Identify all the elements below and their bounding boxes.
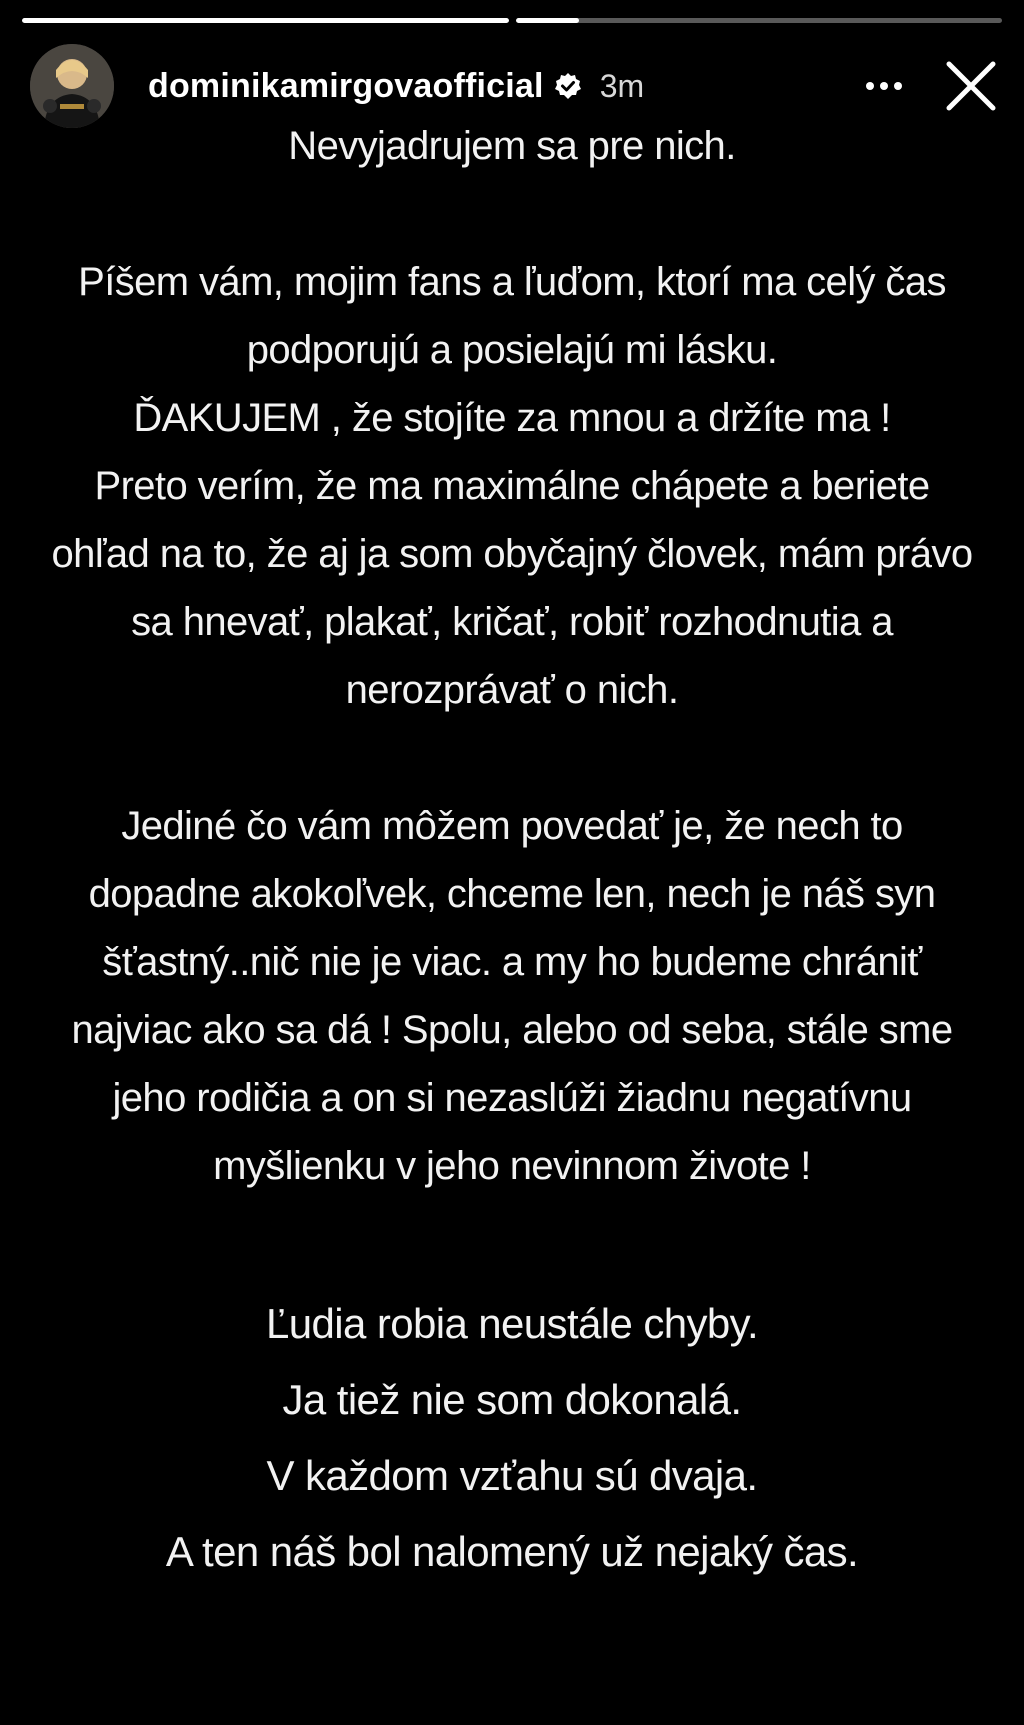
story-text-line: najviac ako sa dá ! Spolu, alebo od seba, stále sme bbox=[71, 1008, 953, 1052]
story-text-line: podporujú a posielajú mi lásku. bbox=[246, 328, 778, 372]
story-text-line: Preto verím, že ma maximálne chápete a beriete bbox=[94, 464, 930, 508]
username[interactable]: dominikamirgovaofficial bbox=[148, 66, 544, 105]
story-text-line: Píšem vám, mojim fans a ľuďom, ktorí ma celý čas bbox=[78, 260, 946, 304]
close-icon[interactable] bbox=[944, 59, 998, 113]
closing-text-line: Ľudia robia neustále chyby. bbox=[265, 1300, 759, 1347]
story-text-line: ĎAKUJEM , že stojíte za mnou a držíte ma ! bbox=[133, 396, 891, 440]
progress-fill-2 bbox=[516, 18, 579, 23]
closing-text-line: A ten náš bol nalomený už nejaký čas. bbox=[165, 1528, 859, 1575]
story-text-line: Jediné čo vám môžem povedať je, že nech to bbox=[121, 804, 903, 848]
story-text-body bbox=[0, 112, 1024, 1200]
post-time: 3m bbox=[599, 67, 645, 104]
story-text-line: ohľad na to, že aj ja som obyčajný človek, mám právo bbox=[51, 532, 973, 576]
progress-segment-2 bbox=[516, 18, 1003, 23]
story-text-line: nerozprávať o nich. bbox=[345, 668, 679, 712]
story-text-line bbox=[0, 180, 1024, 248]
story-progress-bar bbox=[22, 18, 1002, 23]
progress-segment-1 bbox=[22, 18, 509, 23]
story-text-line: jeho rodičia a on si nezaslúži žiadnu negatívnu bbox=[112, 1076, 912, 1120]
closing-text-line: V každom vzťahu sú dvaja. bbox=[266, 1452, 758, 1499]
story-text-line: dopadne akokoľvek, chceme len, nech je náš syn bbox=[88, 872, 936, 916]
story-text-line bbox=[0, 724, 1024, 792]
story-text-line: sa hnevať, plakať, kričať, robiť rozhodnutia a bbox=[131, 600, 893, 644]
story-text-line: myšlienku v jeho nevinnom živote ! bbox=[213, 1144, 811, 1188]
story-text-line: šťastný..nič nie je viac. a my ho budeme chrániť bbox=[102, 940, 922, 984]
closing-text-line: Ja tiež nie som dokonalá. bbox=[282, 1376, 742, 1423]
story-text-line: Nevyjadrujem sa pre nich. bbox=[288, 124, 736, 168]
progress-fill-1 bbox=[22, 18, 509, 23]
story-closing-text bbox=[0, 1286, 1024, 1590]
more-dots-icon[interactable] bbox=[860, 62, 908, 110]
verified-badge-icon bbox=[554, 72, 582, 100]
